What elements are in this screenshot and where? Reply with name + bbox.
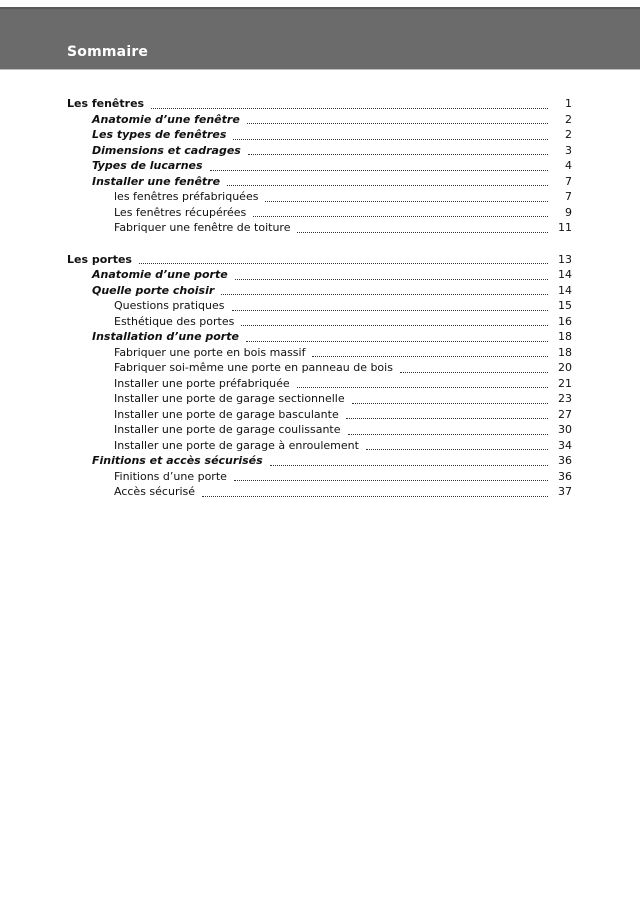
toc-entry-label: Les types de fenêtres (92, 128, 227, 141)
toc-entry-label: Finitions d’une porte (114, 469, 227, 483)
toc-entry-label: Les fenêtres (67, 97, 145, 110)
toc-entry (67, 469, 572, 485)
toc-entry-label: Installer une porte de garage basculante (114, 407, 339, 421)
toc-entry (67, 267, 572, 283)
toc-entry-label: Les fenêtres récupérées (114, 205, 247, 219)
toc-entry (67, 174, 572, 190)
dot-leader (234, 480, 548, 481)
toc-entry-page: 7 (565, 190, 572, 203)
toc-entry-label: Installer une porte préfabriquée (114, 376, 290, 390)
toc-section (67, 252, 572, 500)
toc-entry-label: Installer une porte de garage sectionnelle (114, 392, 345, 405)
toc-entry-label: Esthétique des portes (114, 314, 235, 328)
toc-entry-label: Installer une porte de garage à enroulement (114, 438, 359, 452)
toc-entry (67, 407, 572, 423)
toc-entry (67, 143, 572, 159)
dot-leader (366, 449, 548, 450)
toc-entry (67, 391, 572, 407)
dot-leader (248, 154, 548, 155)
dot-leader (297, 232, 548, 233)
dot-leader (247, 123, 548, 124)
toc-entry (67, 345, 572, 361)
toc-entry-page: 27 (558, 407, 572, 421)
toc-entry (67, 220, 572, 236)
toc-entry-page: 23 (558, 392, 572, 405)
toc-entry-page: 36 (558, 454, 572, 467)
toc-entry (67, 283, 572, 299)
toc-entry-page: 9 (565, 205, 572, 219)
toc-entry (67, 360, 572, 376)
toc-entry-page: 2 (565, 112, 572, 126)
toc-entry (67, 438, 572, 454)
toc-entry-label: Quelle porte choisir (92, 283, 215, 297)
dot-leader (241, 325, 548, 326)
toc-section (67, 96, 572, 236)
toc-entry-page: 14 (558, 283, 572, 297)
toc-entry-label: Dimensions et cadrages (92, 143, 241, 157)
dot-leader (246, 341, 548, 342)
toc-entry-label: Installer une porte de garage coulissante (114, 423, 341, 436)
toc-entry (67, 376, 572, 392)
dot-leader (210, 170, 548, 171)
toc-entry-label: Anatomie d’une fenêtre (92, 112, 240, 126)
toc-entry (67, 298, 572, 314)
dot-leader (227, 185, 548, 186)
dot-leader (297, 387, 548, 388)
toc-entry-page: 7 (565, 174, 572, 188)
toc-entry-page: 15 (558, 299, 572, 312)
toc-entry (67, 484, 572, 500)
toc-entry-label: Fabriquer une porte en bois massif (114, 345, 306, 359)
dot-leader (253, 216, 548, 217)
toc-entry-label: Types de lucarnes (92, 159, 203, 172)
toc-entry-label: Finitions et accès sécurisés (92, 454, 263, 467)
toc-entry-page: 36 (558, 469, 572, 483)
dot-leader (151, 108, 548, 109)
toc-entry-page: 13 (558, 252, 572, 266)
toc-entry-page: 20 (558, 361, 572, 374)
toc-entry (67, 453, 572, 469)
toc-entry (67, 158, 572, 174)
toc-entry-label: Installer une fenêtre (92, 174, 221, 188)
toc-entry (67, 189, 572, 205)
dot-leader (139, 263, 548, 264)
toc-entry (67, 205, 572, 221)
header-band (0, 7, 640, 70)
dot-leader (221, 294, 548, 295)
toc-entry-label: Accès sécurisé (114, 485, 196, 498)
dot-leader (352, 403, 548, 404)
toc-entry (67, 314, 572, 330)
dot-leader (348, 434, 548, 435)
table-of-contents (67, 96, 572, 516)
dot-leader (400, 372, 548, 373)
toc-entry (67, 112, 572, 128)
toc-entry-page: 18 (558, 345, 572, 359)
toc-entry-page: 4 (565, 159, 572, 172)
toc-entry-page: 11 (558, 221, 572, 234)
toc-entry-page: 1 (565, 97, 572, 110)
toc-entry (67, 329, 572, 345)
toc-entry-page: 14 (558, 268, 572, 281)
dot-leader (346, 418, 548, 419)
toc-entry-page: 18 (558, 330, 572, 343)
dot-leader (312, 356, 548, 357)
page-title: Sommaire (67, 44, 149, 60)
toc-entry-page: 34 (558, 438, 572, 452)
toc-entry (67, 127, 572, 143)
dot-leader (232, 310, 549, 311)
toc-entry (67, 96, 572, 112)
dot-leader (202, 496, 548, 497)
toc-entry-page: 21 (558, 376, 572, 390)
toc-entry-page: 30 (558, 423, 572, 436)
dot-leader (270, 465, 548, 466)
toc-entry-label: Fabriquer une fenêtre de toiture (114, 221, 291, 234)
dot-leader (233, 139, 548, 140)
toc-entry-label: Les portes (67, 252, 132, 266)
toc-entry-label: Questions pratiques (114, 299, 225, 312)
toc-entry-page: 16 (558, 314, 572, 328)
toc-entry-label: Fabriquer soi-même une porte en panneau de bois (114, 361, 393, 374)
toc-entry-page: 2 (565, 128, 572, 141)
toc-entry-label: les fenêtres préfabriquées (114, 190, 259, 203)
toc-entry-page: 3 (565, 143, 572, 157)
toc-entry-label: Anatomie d’une porte (92, 268, 228, 281)
toc-entry-label: Installation d’une porte (92, 330, 239, 343)
dot-leader (235, 279, 548, 280)
toc-entry (67, 252, 572, 268)
toc-entry-page: 37 (558, 485, 572, 498)
toc-entry (67, 422, 572, 438)
dot-leader (265, 201, 548, 202)
